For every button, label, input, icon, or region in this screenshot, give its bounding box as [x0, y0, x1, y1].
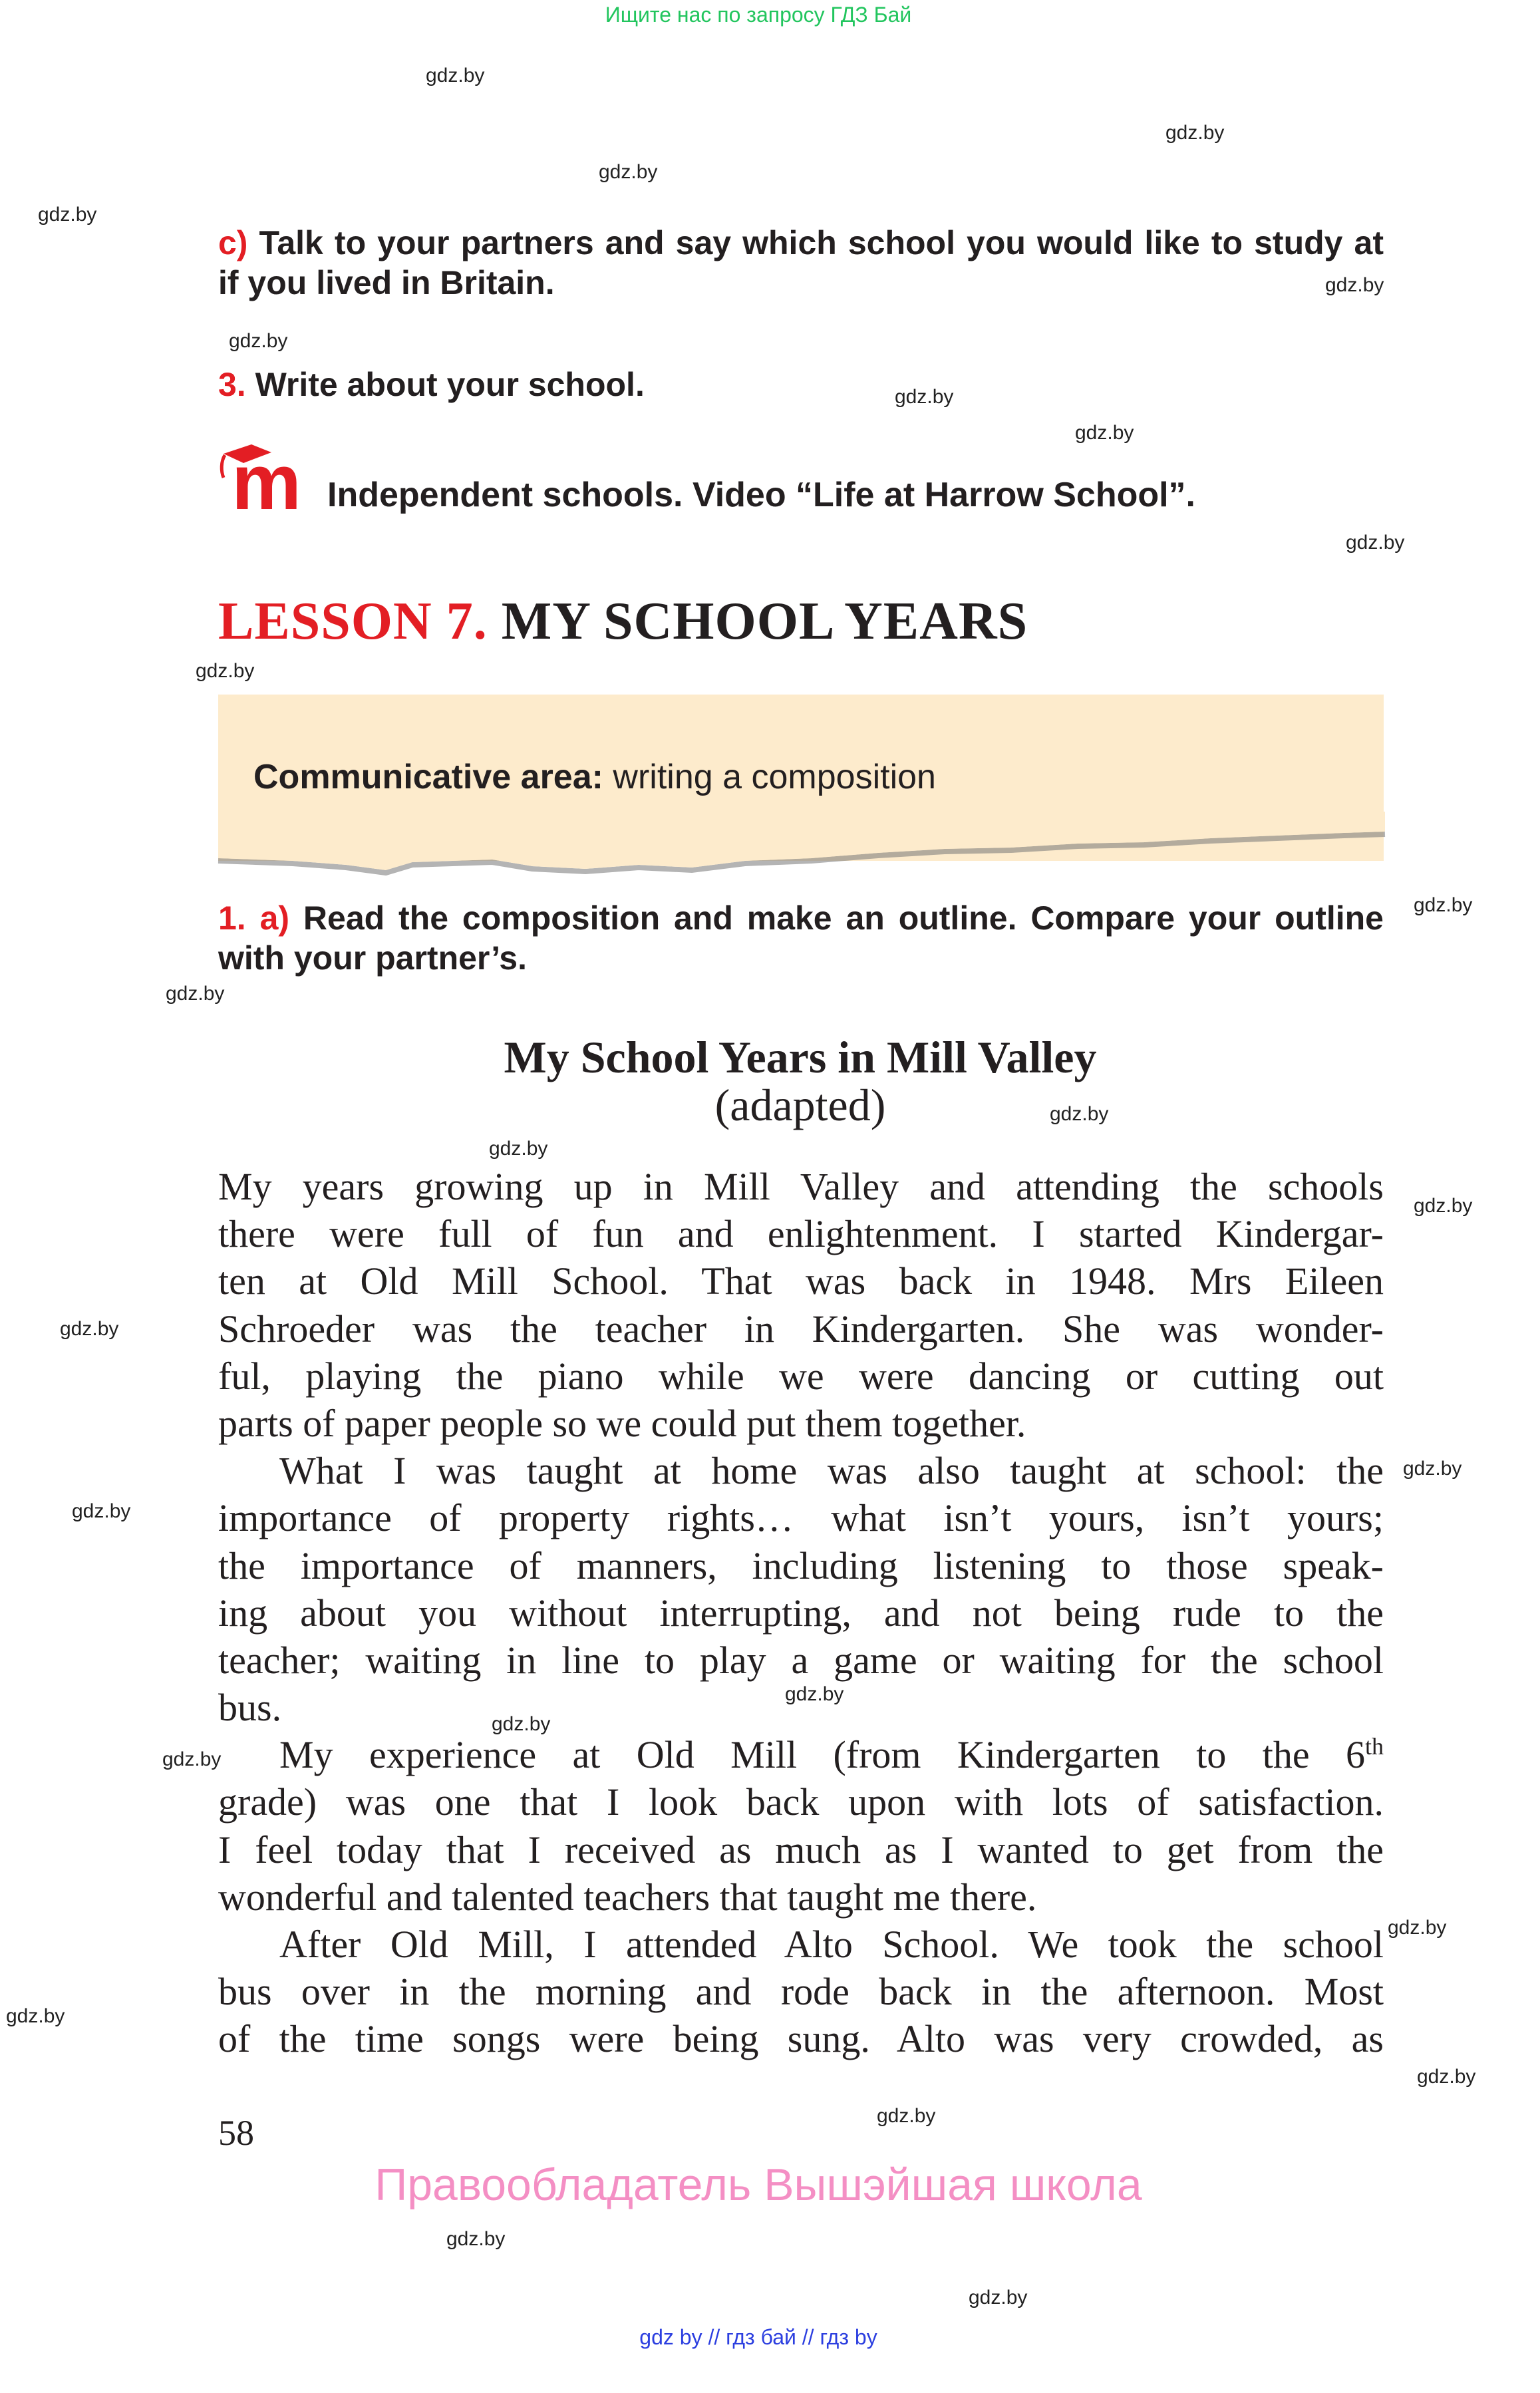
line-text: After Old Mill, I attended Alto School. We took the school — [279, 1923, 1384, 1966]
line-text: Schroeder was the teacher in Kindergarten. She was wonder- — [218, 1307, 1384, 1351]
task-text: Write about your school. — [255, 366, 645, 403]
line-text: there were full of fun and enlightenment. I started Kindergar- — [218, 1212, 1384, 1256]
task-marker: 3. — [218, 366, 246, 403]
line-text: My experience at Old Mill (from Kindergarten to the 6 — [279, 1733, 1365, 1777]
composition-line — [218, 1778, 1384, 1826]
composition-line — [218, 1163, 1384, 1210]
copyright-notice: Правообладатель Вышэйшая школа — [375, 2159, 1142, 2210]
communicative-area — [253, 757, 936, 797]
watermark: gdz.by — [492, 1713, 551, 1735]
watermark: gdz.by — [38, 204, 97, 226]
line-text: bus. — [218, 1686, 282, 1730]
lesson-title: MY SCHOOL YEARS — [501, 592, 1028, 651]
watermark: gdz.by — [196, 660, 255, 682]
watermark: gdz.by — [446, 2228, 506, 2250]
watermark: gdz.by — [229, 330, 288, 352]
line-text: the importance of manners, including listening to those speak- — [218, 1543, 1384, 1587]
task-marker: 1. a) — [218, 899, 290, 937]
composition-line — [218, 1494, 1384, 1541]
line-text: ing about you without interrupting, and not being rude to the — [218, 1591, 1384, 1635]
footer-links[interactable]: gdz by // гдз бай // гдз by — [639, 2325, 877, 2349]
watermark: gdz.by — [6, 2005, 65, 2027]
watermark: gdz.by — [1346, 532, 1405, 554]
composition-body — [218, 1163, 1384, 2063]
watermark: gdz.by — [162, 1748, 222, 1770]
line-text: My years growing up in Mill Valley and attending the schools — [218, 1165, 1384, 1208]
lesson-heading — [218, 591, 1028, 652]
task-c — [218, 223, 1384, 303]
composition-line — [218, 1637, 1384, 1684]
composition-line — [218, 1589, 1384, 1637]
watermark: gdz.by — [489, 1138, 548, 1160]
line-text: parts of paper people so we could put them together. — [218, 1401, 1026, 1445]
task-text: Read the composition and make an outline. Compare your outline with your partner’s. — [218, 899, 1384, 977]
watermark: gdz.by — [166, 983, 225, 1005]
media-link-text[interactable]: Independent schools. Video “Life at Harrow School”. — [327, 476, 1196, 514]
composition-line — [218, 1873, 1384, 1921]
header-search-link[interactable]: Ищите нас по запросу ГДЗ Бай — [605, 3, 912, 27]
watermark: gdz.by — [1388, 1917, 1447, 1939]
composition-line — [218, 1968, 1384, 2015]
task-1a — [218, 898, 1384, 978]
composition-line — [218, 2015, 1384, 2062]
composition-line — [218, 1826, 1384, 1873]
watermark: gdz.by — [1414, 894, 1473, 916]
line-text: grade) was one that I look back upon with lots of satisfaction. — [218, 1780, 1384, 1824]
line-text: I feel today that I received as much as I wanted to get from the — [218, 1828, 1384, 1871]
composition-line — [218, 1542, 1384, 1589]
watermark: gdz.by — [1414, 1195, 1473, 1217]
line-text: What I was taught at home was also taught at school: the — [279, 1449, 1384, 1493]
watermark: gdz.by — [895, 386, 954, 408]
watermark: gdz.by — [599, 161, 658, 183]
task-marker: c) — [218, 224, 248, 261]
lesson-number: LESSON 7. — [218, 592, 488, 651]
line-text: teacher; waiting in line to play a game or waiting for the school — [218, 1638, 1384, 1682]
line-text: bus over in the morning and rode back in the afternoon. Most — [218, 1970, 1384, 2014]
watermark: gdz.by — [1417, 2066, 1476, 2088]
line-text: of the time songs were being sung. Alto was very crowded, as — [218, 2017, 1384, 2061]
composition-line — [218, 1210, 1384, 1257]
communicative-area-label: Communicative area: — [253, 758, 603, 796]
watermark: gdz.by — [1325, 274, 1384, 296]
watermark: gdz.by — [72, 1500, 131, 1522]
watermark: gdz.by — [426, 65, 485, 86]
composition-line — [218, 1257, 1384, 1305]
media-logo-icon[interactable] — [217, 439, 317, 516]
page-number: 58 — [218, 2113, 254, 2153]
line-text: importance of property rights… what isn’t yours, isn’t yours; — [218, 1496, 1384, 1540]
watermark: gdz.by — [969, 2287, 1028, 2309]
watermark: gdz.by — [1075, 422, 1134, 444]
composition-line — [218, 1353, 1384, 1400]
task-text: Talk to your partners and say which school you would like to study at if you lived in Britain. — [218, 224, 1384, 301]
composition-subtitle: (adapted) — [714, 1080, 886, 1130]
watermark: gdz.by — [877, 2105, 936, 2127]
composition-line — [218, 1684, 1384, 1731]
line-text: wonderful and talented teachers that taught me there. — [218, 1875, 1037, 1919]
composition-line — [218, 1305, 1384, 1353]
watermark: gdz.by — [1050, 1103, 1109, 1125]
line-text: ful, playing the piano while we were dancing or cutting out — [218, 1354, 1384, 1398]
watermark: gdz.by — [785, 1683, 844, 1705]
svg-text:m: m — [231, 439, 301, 512]
watermark: gdz.by — [60, 1318, 119, 1340]
composition-title: My School Years in Mill Valley — [504, 1032, 1097, 1082]
torn-edge-decoration — [213, 812, 1390, 885]
composition-line — [218, 1447, 1384, 1494]
composition-line — [218, 1400, 1384, 1447]
line-superscript: th — [1364, 1733, 1384, 1760]
composition-line — [218, 1731, 1384, 1778]
line-text: ten at Old Mill School. That was back in 1948. Mrs Eileen — [218, 1259, 1384, 1303]
composition-line — [218, 1921, 1384, 1968]
watermark: gdz.by — [1165, 122, 1225, 144]
task-3 — [218, 365, 1384, 404]
communicative-area-value: writing a composition — [613, 758, 936, 796]
watermark: gdz.by — [1403, 1458, 1462, 1480]
